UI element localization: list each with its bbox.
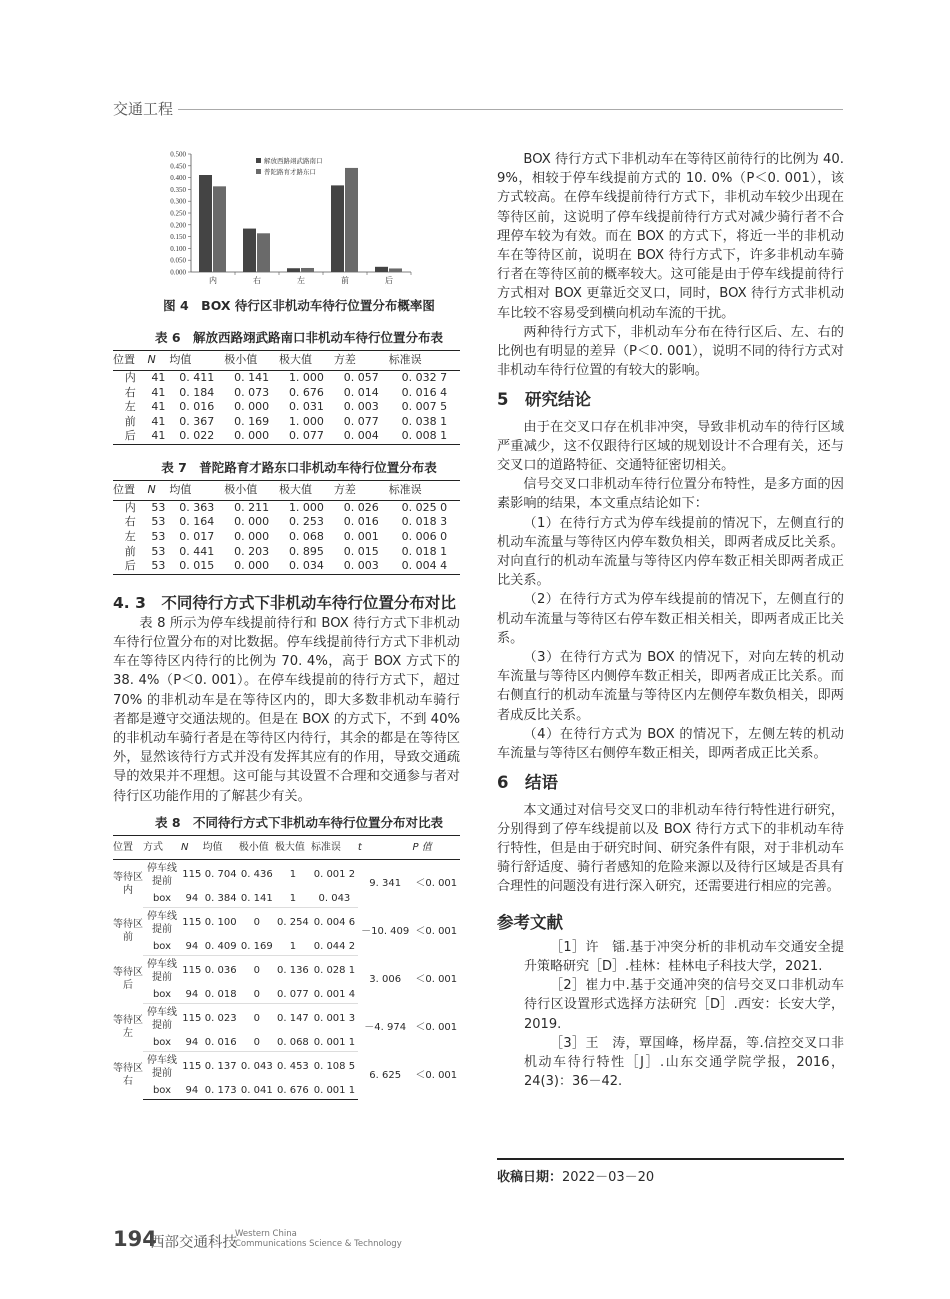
column-header: N xyxy=(181,835,203,859)
column-header: 方式 xyxy=(143,835,181,859)
table-cell: 0. 000 xyxy=(234,529,270,543)
table-cell: 41 xyxy=(151,371,166,384)
table-cell: 0. 141 xyxy=(239,890,275,908)
table-cell: 0. 184 xyxy=(179,385,215,399)
p-value: ＜0. 001 xyxy=(415,878,458,890)
t-value: 9. 341 xyxy=(369,878,402,890)
table-cell: 停车线提前 xyxy=(147,958,177,983)
table-row xyxy=(113,415,460,430)
table-cell: 0. 004 4 xyxy=(389,559,460,574)
reference-item: ［1］许 镭.基于冲突分析的非机动车交通安全提升策略研究［D］.桂林：桂林电子科技大学，2021. xyxy=(524,939,844,974)
table-cell: 0. 008 1 xyxy=(389,429,460,444)
table-cell: 0. 032 7 xyxy=(401,371,448,384)
column-header: 均值 xyxy=(169,351,224,371)
table-cell: 0. 006 0 xyxy=(401,529,448,543)
table-cell: 0. 895 xyxy=(288,544,324,558)
table-row xyxy=(113,400,460,415)
table-cell: 0. 043 xyxy=(311,890,358,908)
y-tick-label: 0.000 xyxy=(170,268,186,277)
table-cell: 0. 034 xyxy=(279,559,334,574)
table-cell: 0. 367 xyxy=(179,414,215,428)
table-cell: 0. 001 2 xyxy=(313,869,356,881)
table-cell: 115 xyxy=(182,869,202,881)
table-cell: 53 xyxy=(151,544,166,558)
table-cell: 右 xyxy=(124,515,136,529)
table-cell: 53 xyxy=(151,500,166,514)
bar-series1 xyxy=(331,185,344,272)
table-cell: 41 xyxy=(151,385,166,399)
table-cell: 0. 003 xyxy=(334,559,389,574)
table-cell: 0. 015 xyxy=(169,559,224,574)
bar-series1 xyxy=(199,175,212,272)
table-cell: 115 xyxy=(182,1013,202,1025)
table-cell: 41 xyxy=(151,414,166,428)
table-cell: 0. 004 6 xyxy=(313,917,356,929)
table-cell: 前 xyxy=(124,414,136,428)
table-cell: 94 xyxy=(181,1082,203,1100)
table-cell: 0. 025 0 xyxy=(401,500,448,514)
table-row xyxy=(113,371,460,386)
table-cell: 115 xyxy=(182,917,202,929)
table6-caption: 表 6 解放西路翊武路南口非机动车待行位置分布表 xyxy=(154,330,444,346)
table-cell: 0. 137 xyxy=(204,1061,237,1073)
column-header: 位置 xyxy=(113,351,147,371)
y-tick-label: 0.200 xyxy=(170,221,186,230)
section-6-heading: 6 结语 xyxy=(497,773,558,793)
table-cell: 0. 384 xyxy=(203,890,239,908)
table-cell: 0. 453 xyxy=(276,1061,309,1073)
t-value: 6. 625 xyxy=(369,1069,402,1081)
legend-swatch xyxy=(256,158,261,163)
table-cell: 0. 001 3 xyxy=(313,1013,356,1025)
table-cell: 0. 169 xyxy=(239,938,275,956)
received-date: 收稿日期：2022－03－20 xyxy=(497,1170,655,1185)
table-cell: 停车线提前 xyxy=(147,862,177,887)
table-cell: 1. 000 xyxy=(288,371,324,384)
journal-name-en: Western China Communications Science & Technology xyxy=(235,1229,402,1249)
table-cell: 0. 018 3 xyxy=(401,515,448,529)
table-cell: 0 xyxy=(253,965,260,977)
table-row xyxy=(113,859,460,890)
table-cell: 停车线提前 xyxy=(147,910,177,935)
table-cell: 0. 017 xyxy=(179,529,215,543)
table-cell: 0. 016 xyxy=(179,400,215,414)
bar-series1 xyxy=(375,267,388,272)
references-heading: 参考文献 xyxy=(497,912,563,932)
table-cell: 53 xyxy=(151,529,166,543)
table-row xyxy=(113,1003,460,1034)
column-header: N xyxy=(147,351,169,371)
table-row xyxy=(113,1051,460,1082)
t-value: －10. 409 xyxy=(361,925,410,937)
table-cell: 0. 044 2 xyxy=(311,938,358,956)
position-cell: 等待区右 xyxy=(113,1063,143,1088)
bar-chart xyxy=(153,142,453,292)
table-cell: 1. 000 xyxy=(288,414,324,428)
column-header: 位置 xyxy=(113,481,147,501)
table-cell: 0. 015 xyxy=(343,544,379,558)
p-value: ＜0. 001 xyxy=(415,1069,458,1081)
table-cell: 0. 211 xyxy=(234,500,270,514)
received-rule xyxy=(497,1158,844,1160)
table-row xyxy=(113,500,460,515)
table-row xyxy=(113,559,460,574)
left-column xyxy=(113,142,460,1100)
y-tick-label: 0.050 xyxy=(170,256,186,265)
table-cell: 0. 001 1 xyxy=(311,1034,358,1052)
table-cell: 0. 038 1 xyxy=(401,414,448,428)
bar-series1 xyxy=(287,268,300,272)
table-cell: 41 xyxy=(151,400,166,414)
table-cell: 0. 068 xyxy=(288,529,324,543)
table-cell: 0. 441 xyxy=(179,544,215,558)
table8-caption: 表 8 不同待行方式下非机动车待行位置分布对比表 xyxy=(154,814,444,830)
table-cell: box xyxy=(143,1082,181,1100)
table-cell: 0. 203 xyxy=(234,544,270,558)
table-cell: box xyxy=(143,986,181,1004)
section-4-3-paragraph: 表 8 所示为停车线提前待行和 BOX 待行方式下非机动车待行位置分布的对比数据。停车线提前待行方式下非机动车在等待区内待行的比例为 70. 4%，高于 BOX 方式下的 38. 4%（P＜0. 001）。在停车线提前的待行方式下，超过 70% 的非机动车是在等待区内的，即大多数非机动车骑行者都是遵守交通法规的。但是在 BOX 的方式下，不到 40% 的非机动车骑行者是在等待区内待行，其余的都是在等待区外，显然该待行方式并没有发挥其应有的作用，导致交通疏导的效果并不理想。这可能与其设置不合理和交通参与者对待行区功能作用的了解甚少有关。 xyxy=(113,615,460,804)
table-cell: 0. 077 xyxy=(275,986,311,1004)
conclusion-item: （3）在待行方式为 BOX 的情况下，对向左转的机动车流量与等待区内侧停车数正相关，即两者成正比关系。而右侧直行的机动车流量与等待区内左侧停车数负相关，即两者成反比关系。 xyxy=(497,650,844,723)
section-4-3-heading: 4. 3 不同待行方式下非机动车待行位置分布对比 xyxy=(113,593,456,612)
right-column xyxy=(497,150,844,1091)
table-cell: 94 xyxy=(181,938,203,956)
paragraph: 两种待行方式下，非机动车分布在待行区后、左、右的比例也有明显的差异（P＜0. 001），说明不同的待行方式对非机动车待行位置的有较大的影响。 xyxy=(497,324,844,379)
table-cell: 94 xyxy=(181,890,203,908)
table-cell: 停车线提前 xyxy=(147,1054,177,1079)
reference-item: ［3］王 涛，覃国峰，杨岸磊，等.信控交叉口非机动车待行特性［J］.山东交通学院学报，2016，24(3)：36－42. xyxy=(524,1035,844,1090)
y-tick-label: 0.250 xyxy=(170,209,186,218)
table-cell: 0. 016 xyxy=(203,1034,239,1052)
table-cell: 0 xyxy=(239,986,275,1004)
table-cell: 1. 000 xyxy=(288,500,324,514)
table-cell: 0. 169 xyxy=(234,414,270,428)
paragraph: 由于在交叉口存在机非冲突，导致非机动车的待行区域严重减少，这不仅跟待行区域的规划设计不合理有关，还与交叉口的道路特征、交通特征密切相关。 xyxy=(497,419,844,474)
table-cell: 后 xyxy=(113,559,147,574)
table-cell: 0. 022 xyxy=(169,429,224,444)
paragraph: BOX 待行方式下非机动车在等待区前待行的比例为 40. 9%，相较于停车线提前方式的 10. 0%（P＜0. 001），该方式较高。在停车线提前待行方式下，非机动车较少出现在等待区前，这说明了停车线提前待行方式对减少骑行者不合理停车较为有效。而在 BOX 的方式下，将近一半的非机动车在等待区前，说明在 BOX 待行方式下，许多非机动车骑行者在等待区前的概率较大。这可能是由于停车线提前待行方式相对 BOX 更靠近交叉口，同时，BOX 待行方式非机动车比较不容易受到横向机动车流的干扰。 xyxy=(497,152,844,321)
table-cell: 0. 136 xyxy=(276,965,309,977)
y-tick-label: 0.450 xyxy=(170,162,186,171)
y-tick-label: 0.100 xyxy=(170,244,186,253)
column-header: 标准误 xyxy=(389,351,460,371)
x-tick-label: 左 xyxy=(297,276,305,285)
y-tick-label: 0.300 xyxy=(170,197,186,206)
table-cell: 0. 409 xyxy=(203,938,239,956)
bar-series2 xyxy=(389,268,402,272)
table-cell: 0. 411 xyxy=(179,371,215,384)
conclusion-item: （4）在待行方式为 BOX 的情况下，左侧左转的机动车流量与等待区右侧停车数正相关，即两者成正比关系。 xyxy=(497,726,844,762)
table-cell: 0. 016 xyxy=(343,515,379,529)
table-cell: 0. 676 xyxy=(288,385,324,399)
column-header: 方差 xyxy=(334,351,389,371)
table-cell: 0. 077 xyxy=(343,414,379,428)
p-value: ＜0. 001 xyxy=(415,973,458,985)
x-tick-label: 前 xyxy=(341,276,349,285)
table-cell: 0. 100 xyxy=(204,917,237,929)
column-header: 极小值 xyxy=(224,351,279,371)
column-header: P 值 xyxy=(413,835,460,859)
table-cell: 0. 676 xyxy=(275,1082,311,1100)
table-cell: 0. 014 xyxy=(343,385,379,399)
table-cell: 0. 018 1 xyxy=(401,544,448,558)
paragraph: 信号交叉口非机动车待行位置分布特性，是多方面的因素影响的结果，本文重点结论如下： xyxy=(497,477,844,512)
table-cell: 0. 147 xyxy=(276,1013,309,1025)
legend-swatch xyxy=(256,169,261,174)
table-cell: 0. 073 xyxy=(234,385,270,399)
table-cell: 0. 000 xyxy=(234,515,270,529)
table-cell: 0. 173 xyxy=(203,1082,239,1100)
table-cell: 41 xyxy=(147,429,169,444)
position-cell: 等待区内 xyxy=(113,871,143,896)
table7-caption: 表 7 普陀路育才路东口非机动车待行位置分布表 xyxy=(161,459,437,475)
table-cell: box xyxy=(143,890,181,908)
position-cell: 等待区后 xyxy=(113,967,143,992)
table7 xyxy=(113,480,460,575)
table-cell: 0. 001 1 xyxy=(311,1082,358,1100)
table-cell: 0. 031 xyxy=(288,400,324,414)
table-cell: 左 xyxy=(124,529,136,543)
table-cell: 0. 041 xyxy=(239,1082,275,1100)
page-number: 194 xyxy=(113,1227,157,1251)
table-cell: 0. 004 xyxy=(334,429,389,444)
table-cell: 内 xyxy=(124,371,136,384)
p-value: ＜0. 001 xyxy=(415,1021,458,1033)
journal-name: 西部交通科技 xyxy=(150,1235,237,1251)
table-row xyxy=(113,386,460,401)
p-value: ＜0. 001 xyxy=(415,925,458,937)
legend-label: 解放西路翊武路南口 xyxy=(264,157,323,165)
table-cell: 0. 141 xyxy=(234,371,270,384)
table-cell: 前 xyxy=(124,544,136,558)
column-header: 极小值 xyxy=(224,481,279,501)
column-header: 位置 xyxy=(113,835,143,859)
x-tick-label: 后 xyxy=(385,276,393,285)
section-5-heading: 5 研究结论 xyxy=(497,390,591,410)
table-cell: 0. 003 xyxy=(343,400,379,414)
t-value: －4. 974 xyxy=(364,1021,407,1033)
bar-series2 xyxy=(257,233,270,272)
table-cell: 0. 108 5 xyxy=(313,1061,356,1073)
table-cell: 0. 043 xyxy=(240,1061,273,1073)
table-row xyxy=(113,429,460,444)
table-cell: 左 xyxy=(124,400,136,414)
table-cell: 0. 000 xyxy=(224,429,279,444)
table-cell: 53 xyxy=(151,515,166,529)
reference-list xyxy=(497,938,844,1092)
table-cell: 0. 001 4 xyxy=(311,986,358,1004)
table8 xyxy=(113,835,460,1100)
table-cell: 0 xyxy=(253,1013,260,1025)
table-cell: 内 xyxy=(124,500,136,514)
legend-label: 普陀路育才路东口 xyxy=(264,168,316,176)
column-header: 极大值 xyxy=(279,351,334,371)
table-cell: 0. 007 5 xyxy=(401,400,448,414)
table-cell: 1 xyxy=(275,890,311,908)
table-cell: 0. 254 xyxy=(276,917,309,929)
table-cell: 0. 363 xyxy=(179,500,215,514)
y-tick-label: 0.350 xyxy=(170,185,186,194)
column-header: 均值 xyxy=(169,481,224,501)
running-header: 交通工程 xyxy=(113,100,174,118)
table-cell: 0. 436 xyxy=(240,869,273,881)
column-header: 方差 xyxy=(334,481,389,501)
table-cell: 0. 001 xyxy=(343,529,379,543)
table-row xyxy=(113,955,460,986)
figure-caption: 图 4 BOX 待行区非机动车待行位置分布概率图 xyxy=(163,298,435,313)
table-cell: 94 xyxy=(181,986,203,1004)
x-tick-label: 内 xyxy=(209,276,217,285)
table-cell: 0. 036 xyxy=(204,965,237,977)
column-header: 均值 xyxy=(203,835,239,859)
column-header: N xyxy=(147,481,169,501)
table-cell: 115 xyxy=(182,965,202,977)
table-row xyxy=(113,545,460,560)
conclusion-item: （1）在待行方式为停车线提前的情况下，左侧直行的机动车流量与等待区内停车数负相关，即两者成反比关系。对向直行的机动车流量与等待区内停车数正相关即两者成正比关系。 xyxy=(497,515,844,589)
column-header: 极大值 xyxy=(279,481,334,501)
table-cell: 0. 704 xyxy=(204,869,237,881)
bar-series2 xyxy=(345,168,358,272)
bar-series2 xyxy=(301,268,314,272)
table-row xyxy=(113,907,460,938)
table-cell: 0. 016 4 xyxy=(401,385,448,399)
position-cell: 等待区左 xyxy=(113,1015,143,1040)
table-cell: 0. 000 xyxy=(234,400,270,414)
bar-series2 xyxy=(213,186,226,272)
y-tick-label: 0.150 xyxy=(170,233,186,242)
table-cell: 0 xyxy=(239,1034,275,1052)
table-cell: 0. 164 xyxy=(179,515,215,529)
table-cell: 53 xyxy=(147,559,169,574)
table-cell: 1 xyxy=(289,869,297,881)
table-cell: 0. 077 xyxy=(279,429,334,444)
table-cell: 94 xyxy=(181,1034,203,1052)
table-cell: 后 xyxy=(113,429,147,444)
table-cell: box xyxy=(143,938,181,956)
table-cell: 115 xyxy=(182,1061,202,1073)
t-value: 3. 006 xyxy=(369,973,402,985)
y-tick-label: 0.500 xyxy=(170,150,186,159)
table-cell: 1 xyxy=(275,938,311,956)
reference-item: ［2］崔力中.基于交通冲突的信号交叉口非机动车待行区设置形式选择方法研究［D］.西安：长安大学，2019. xyxy=(524,978,844,1032)
x-tick-label: 右 xyxy=(253,276,261,285)
table-cell: 0. 057 xyxy=(343,371,379,384)
column-header: 极小值 xyxy=(239,835,275,859)
y-tick-label: 0.400 xyxy=(170,174,186,183)
table-cell: 0. 018 xyxy=(203,986,239,1004)
bar-series1 xyxy=(243,229,256,272)
table-cell: 0. 000 xyxy=(224,559,279,574)
header-rule xyxy=(178,109,843,110)
table-row xyxy=(113,515,460,530)
table-cell: 0. 253 xyxy=(288,515,324,529)
table-row xyxy=(113,530,460,545)
table6 xyxy=(113,350,460,445)
table-cell: 0 xyxy=(253,917,260,929)
column-header: 标准误 xyxy=(389,481,460,501)
conclusion-item: （2）在待行方式为停车线提前的情况下，左侧直行的机动车流量与等待区右停车数正相关相关，即两者成正比关系。 xyxy=(497,592,844,646)
table-cell: 0. 068 xyxy=(275,1034,311,1052)
table-cell: 0. 028 1 xyxy=(313,965,356,977)
column-header: 极大值 xyxy=(275,835,311,859)
position-cell: 等待区前 xyxy=(113,919,143,944)
table-cell: 右 xyxy=(124,385,136,399)
column-header: t xyxy=(358,835,413,859)
table-cell: 0. 023 xyxy=(204,1013,237,1025)
table-cell: box xyxy=(143,1034,181,1052)
paragraph: 本文通过对信号交叉口的非机动车待行特性进行研究，分别得到了停车线提前以及 BOX 待行方式下的非机动车待行特性，但是由于研究时间、研究条件有限，对于非机动车骑行舒适度、骑行者感知的危险来源以及待行区域是否具有合理性的问题没有进行深入研究，还需要进行相应的完善。 xyxy=(497,802,844,895)
column-header: 标准误 xyxy=(311,835,358,859)
table-cell: 0. 026 xyxy=(343,500,379,514)
table-cell: 停车线提前 xyxy=(147,1006,177,1031)
